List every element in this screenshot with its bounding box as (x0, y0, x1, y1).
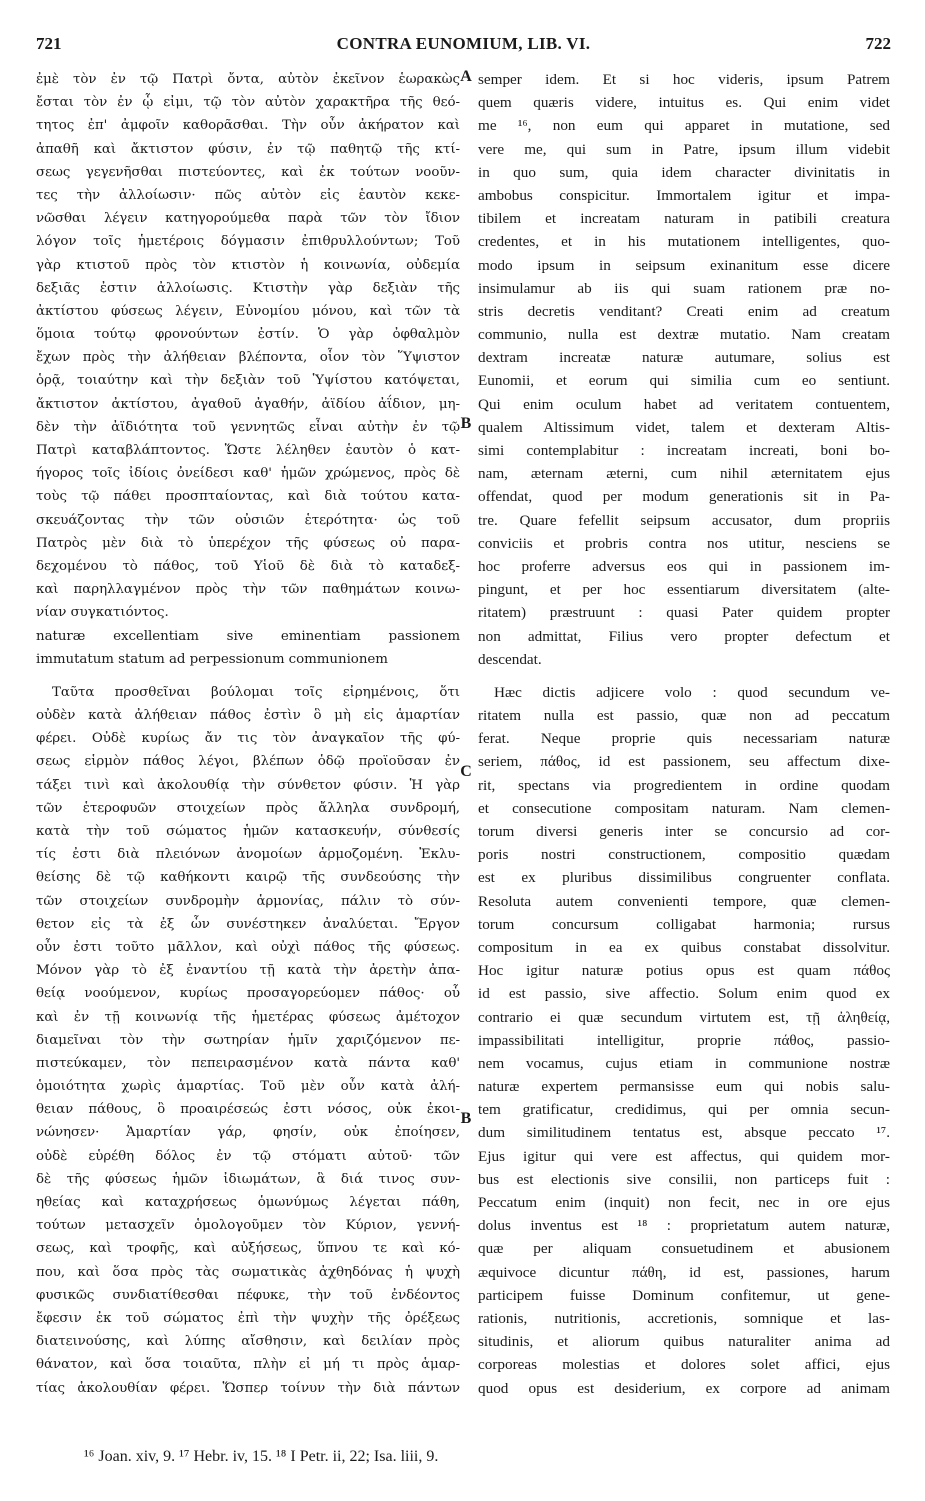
text-line: impassibilitati intelligitur, proprie πάθος, passio- (478, 1031, 890, 1049)
text-line: τοὺς τῷ πάθει προσπταίοντας, καὶ διὰ τούτου κατα- (36, 489, 460, 505)
text-line: ἔφεσιν ἐκ τοῦ σώματος ἐπὶ τὴν ψυχὴν τῆς ὀρέξεως (36, 1310, 460, 1326)
text-line: τῶν ἑτεροφυῶν στοιχείων πρὸς ἄλληλα συνδρομή, (36, 800, 460, 816)
text-line: θάνατον, καὶ ὅσα τοιαῦτα, πλὴν εἰ μή τι πρὸς ἁμαρ- (36, 1357, 460, 1373)
text-line: Resoluta autem convenienti tempore, quæ clemen- (478, 892, 890, 910)
margin-mark: B (460, 415, 472, 432)
text-line: τάξει τινὶ καὶ ἀκολουθίᾳ τὴν σύνθετον φύσιν. Ἡ γὰρ (36, 777, 460, 793)
text-line: διατεινούσης, καὶ λύπης αἴσθησιν, καὶ δειλίαν πρὸς (36, 1334, 460, 1350)
text-line: ὁρᾷ, τοιαύτην καὶ τὴν δεξιὰν τοῦ Ὑψίστου κατόψεται, (36, 373, 460, 389)
text-line: bus est electionis sive consilii, non particeps fuit : (478, 1170, 890, 1188)
text-line: insimulamur ab iis qui suam rationem præ no- (478, 279, 890, 297)
text-line: ἀκτίστου φύσεως λέγειν, Εὐνομίου μόνου, καὶ τῶν τὰ (36, 303, 460, 319)
text-line: ambobus conspicitur. Immortalem igitur et impa- (478, 186, 890, 204)
text-line: Eunomii, et eorum qui similia cum eo sentiunt. (478, 372, 890, 390)
text-line: τίς ἐστι διὰ πλειόνων ἀνομοίων ἁρμοζομένη. Ἐκλυ- (36, 847, 460, 863)
text-line: σκευάζοντας τὴν τῶν οὐσιῶν ἑτερότητα· ὡς τοῦ (36, 512, 460, 528)
text-line: νῶσθαι λέγειν κατηγορούμεθα παρὰ τῶν τὸν ἴδιον (36, 211, 460, 227)
text-line: κατὰ τὴν τοῦ σώματος ἡμῶν κατασκευήν, σύνθεσίς (36, 824, 460, 839)
text-line: Πατρὶ καταβλάπτοντος. Ὥστε λέληθεν ἑαυτὸν ὁ κατ- (36, 443, 460, 458)
text-line: νώνησεν· Ἁμαρτίαν γάρ, φησίν, οὐκ ἐποίησεν, (36, 1125, 460, 1141)
text-line: οὐδὲν κατὰ ἀλήθειαν πάθος ἐστὶν ὃ μὴ εἰς ἁμαρτίαν (36, 708, 460, 724)
text-line: simi contemplabitur : increatam increati, boni bo- (478, 442, 890, 459)
text-line: καὶ παρηλλαγμένον πρὸς τὴν τῶν παθημάτων κοινω- (36, 582, 460, 598)
text-line: τῶν στοιχείων συνδρομὴν ἁρμονίας, πάλιν τὸ σύν- (36, 893, 460, 909)
text-line: φέρει. Οὐδὲ κυρίως ἄν τις τὸν ἀναγκαῖον τῆς φύ- (36, 731, 460, 747)
text-line: ηθείας καὶ καταχρήσεως ὁμωνύμως λέγεται πάθη, (36, 1195, 460, 1210)
text-line: quem quæris videre, intuitus es. Qui enim videt (478, 94, 890, 112)
text-line: τούτων μετασχεῖν ὁμολογοῦμεν τὸν Κύριον, γεννή- (36, 1218, 460, 1234)
footnotes: ¹⁶ Joan. xiv, 9. ¹⁷ Hebr. iv, 15. ¹⁸ I Petr. ii, 22; Isa. liii, 9. (84, 1448, 439, 1465)
text-line: θείᾳ νοούμενον, κυρίως προσαγορεύομεν πάθος· οὗ (36, 986, 460, 1002)
text-line: conviciis et probris contra nos utitur, nesciens se (478, 534, 890, 552)
text-line: ritatem) præstruunt : quasi Pater quidem propter (478, 604, 890, 622)
text-line: τίας ἀκολουθίαν φέρει. Ὥσπερ τοίνυν τὴν διὰ πάντων (36, 1380, 460, 1396)
text-line: stris decretis venditant? Creati enim ad creatum (478, 302, 890, 320)
text-line: Hæc dictis adjicere volo : quod secundum ve- (494, 683, 890, 701)
text-line: ὁμοιότητα χωρὶς ἁμαρτίας. Τοῦ μὲν οὖν κατὰ ἀλή- (36, 1079, 460, 1095)
text-line: est ex pluribus dissimilibus congruenter conflata. (478, 869, 890, 887)
text-line: οὖν ἐστι τοῦτο μᾶλλον, καὶ οὐχὶ πάθος τῆς φύσεως. (36, 939, 460, 955)
text-line: Μόνον γὰρ τὸ ἐξ ἐναντίου τῇ κατὰ τὴν ἀρετὴν ἀπα- (36, 963, 460, 979)
text-line: Peccatum enim (inquit) non fecit, nec in ore ejus (478, 1194, 890, 1211)
text-line: modo ipsum in seipsum exinanitum esse dicere (478, 256, 890, 274)
text-line: ήγορος τοῖς ἰδίοις ὀνείδεσι καθ' ἡμῶν χρώμενος, πρὸς δὲ (36, 466, 460, 482)
page-number-right: 722 (865, 34, 891, 53)
text-line: Qui enim oculum habet ad veritatem contuentem, (478, 395, 890, 413)
text-line: θειαν πάθους, ὃ προαιρέσεώς ἐστι νόσος, οὐκ ἐκοι- (36, 1102, 460, 1118)
text-line: semper idem. Et si hoc videris, ipsum Patrem (478, 71, 890, 88)
text-line: σεως, καὶ τροφῆς, καὶ αὐξήσεως, ὕπνου τε καὶ κό- (36, 1241, 460, 1257)
text-line: hoc proferre adversus eos qui in passionem im- (478, 557, 890, 575)
margin-mark: B (460, 1110, 472, 1127)
text-line: pingunt, et per hoc essentiarum diversitatem (alte- (478, 581, 890, 599)
page-number-left: 721 (36, 34, 62, 53)
text-line: seriem, πάθος, id est passionem, seu affectum dixe- (478, 753, 890, 771)
text-line: me ¹⁶, non eum qui apparet in mutatione, sed (478, 117, 890, 135)
text-line: Ταῦτα προσθεῖναι βούλομαι τοῖς εἰρημένοις, ὅτι (52, 684, 460, 700)
margin-mark: C (460, 763, 472, 780)
text-line: tre. Quare fefellit seipsum accusator, dum propriis (478, 511, 890, 529)
text-line: Ejus igitur qui vere est affectus, qui quidem mor- (478, 1147, 890, 1165)
text-line: σεως γεγενῆσθαι πιστεύοντες, καὶ ἐκ τούτων νοοῦν- (36, 164, 460, 180)
text-line: λόγον τοῖς ἡμετέροις δόγμασιν ἐπιθρυλλούντων; Τοῦ (36, 234, 460, 250)
text-line: dolus inventus est ¹⁸ : proprietatum autem naturæ, (478, 1217, 890, 1235)
text-line: nam, æternam æterni, cum nihil æternitatem ejus (478, 465, 890, 483)
text-line: tibilem et increatam naturam in patibili creatura (478, 210, 890, 228)
text-line: γὰρ κτιστοῦ πρὸς τὸν κτιστὸν ἡ κοινωνία, οὐδεμία (36, 257, 460, 273)
text-line: corporeas molestias et dolores solet affici, ejus (478, 1356, 890, 1374)
text-line: δεχομένου τὸ πάθος, τοῦ Υἱοῦ δὲ διὰ τὸ καταδεξ- (36, 558, 460, 574)
text-line: nem vocamus, cujus etiam in communione nostræ (478, 1054, 890, 1072)
text-line: θείσης δὲ τῷ καθήκοντι καιρῷ τῆς συνδεούσης τὴν (36, 870, 460, 886)
text-line: quod opus est desiderium, ex corpore ad animam (478, 1379, 890, 1397)
text-line: ἀπαθῆ καὶ ἄκτιστον φύσιν, ἐν τῷ παθητῷ τῆς κτί- (36, 141, 460, 157)
text-line: credentes, et in his mutationem intelligentes, quo- (478, 233, 890, 251)
text-line: τητος ἐπ' ἀμφοῖν καθορᾶσθαι. Τὴν οὖν ἀκήρατον καὶ (36, 118, 460, 134)
text-line: νίαν συγκατιόντος. (36, 605, 169, 621)
text-line: compositum in ea ex quibus constabat dissolvitur. (478, 938, 890, 956)
text-line: in quo sum, quia idem character divinitatis in (478, 163, 890, 181)
text-line: naturæ excellentiam sive eminentiam passionem (36, 628, 460, 644)
text-line: vere me, qui sum in Patre, ipsum illum videbit (478, 140, 890, 158)
text-line: rationis, nutritionis, accretionis, somnique et las- (478, 1309, 890, 1327)
text-line: poris nostri constructionem, compositio quædam (478, 846, 890, 864)
text-line: θετον εἰς τὰ ἐξ ὧν συνέστηκεν ἀναλύεται. Ἔργον (36, 916, 460, 932)
text-line: contrario ei quæ secundum virtutem est, τῇ ἀληθείᾳ, (478, 1008, 890, 1026)
text-line: ἐμὲ τὸν ἐν τῷ Πατρὶ ὄντα, αὐτὸν ἐκεῖνον ἑωρακὼς (36, 72, 460, 87)
text-line: naturæ expertem permansisse eum qui nobis salu- (478, 1078, 890, 1096)
text-line: ὅμοια τούτῳ φρονούντων ἐστίν. Ὁ γὰρ ὀφθαλμὸν (36, 327, 460, 343)
text-line: ritatem nulla est passio, quæ non ad peccatum (478, 707, 890, 725)
text-line: δεξιᾶς ἐστιν ἀλλοίωσις. Κτιστὴν γὰρ δεξιὰν τῆς (36, 280, 460, 296)
text-line: immutatum statum ad perpessionum communionem (36, 651, 388, 667)
text-line: δὲ τῆς φύσεως ἡμῶν ἰδιωμάτων, ἃ διά τινος συν- (36, 1171, 460, 1187)
latin-column (478, 68, 890, 1400)
text-line: ἔσται τὸν ἐν ᾧ εἰμι, τῷ τὸν αὐτὸν χαρακτῆρα τῆς θεό- (36, 95, 460, 111)
text-line: διαμεῖναι τὸν τὴν σωτηρίαν ἡμῖν χαριζόμενον πε- (36, 1032, 460, 1048)
text-line: Hoc igitur naturæ potius opus est quam πάθος (478, 962, 890, 980)
text-line: rit, spectans via progredientem in ordine quodam (478, 776, 890, 794)
text-line: ἔχων πρὸς τὴν ἀλήθειαν βλέποντα, οἷον τὸν Ὕψιστον (36, 350, 460, 366)
running-title: CONTRA EUNOMIUM, LIB. VI. (336, 34, 591, 53)
text-line: τες τὴν ἀλλοίωσιν· πῶς αὐτὸν εἰς ἑαυτὸν κεκε- (36, 187, 460, 203)
text-line: οὐδὲ εὑρέθη δόλος ἐν τῷ στόματι αὐτοῦ· τῶν (36, 1148, 460, 1164)
text-line: torum diversi generis inter se concursio ad cor- (478, 823, 890, 840)
text-line: tem gratificatur, credidimus, qui per omnia secun- (478, 1101, 890, 1119)
margin-mark: A (460, 68, 472, 85)
text-line: offendat, quod per modum generationis sit in Pa- (478, 488, 890, 506)
text-line: πιστεύκαμεν, τὸν πεπειρασμένον κατὰ πάντα καθ' (36, 1055, 460, 1071)
greek-column (36, 68, 460, 1400)
text-line: non admittat, Filius vero propter defectum et (478, 627, 890, 645)
page-header (36, 34, 891, 62)
text-line: που, καὶ ὅσα πρὸς τὰς σωματικὰς ἀχθηδόνας ἡ ψυχὴ (36, 1264, 460, 1280)
text-line: dextram increatæ naturæ autumare, solius est (478, 349, 890, 367)
text-line: participem fuisse Dominum confitemur, ut gene- (478, 1286, 890, 1304)
text-line: æquivoce dicuntur πάθη, id est, passiones, harum (478, 1263, 890, 1281)
text-line: descendat. (478, 650, 542, 668)
text-line: σεως εἱρμὸν πάθος λέγοι, βλέπων ὁδῷ προϊοῦσαν ἐν (36, 754, 460, 770)
text-line: καὶ ἐν τῇ κοινωνίᾳ τῆς ἡμετέρας φύσεως ἀμέτοχον (36, 1009, 460, 1025)
text-line: Πατρὸς μὲν διὰ τὸ ὑπερέχον τῆς φύσεως οὐ παρα- (36, 535, 460, 551)
text-line: dum similitudinem tentatus est, absque peccato ¹⁷. (478, 1124, 890, 1142)
text-line: situdinis, et aliorum quibus naturaliter anima ad (478, 1333, 890, 1351)
text-line: ἄκτιστον ἀκτίστου, ἀγαθοῦ ἀγαθήν, ἀϊδίου ἀΐδιον, μη- (36, 396, 460, 412)
text-line: φυσικῶς συνδιατίθεσθαι πέφυκε, τὴν τοῦ ἐνδέοντος (36, 1287, 460, 1303)
text-line: et consecutione compositam naturam. Nam clemen- (478, 799, 890, 817)
text-line: communio, nulla est dextræ mutatio. Nam creatam (478, 326, 890, 344)
text-line: ferat. Neque proprie quis necessariam naturæ (478, 730, 890, 748)
text-line: δὲν τὴν ἀϊδιότητα τοῦ γεννητῶς εἶναι αὐτὴν ἐν τῷ (36, 419, 460, 435)
text-line: torum concursum colligabat harmonia; rursus (478, 915, 890, 933)
text-line: id est passio, sive affectio. Solum enim quod ex (478, 985, 890, 1003)
text-line: qualem Altissimum videt, talem et dexteram Altis- (478, 418, 890, 436)
text-line: quæ per aliquam consuetudinem et abusionem (478, 1240, 890, 1258)
